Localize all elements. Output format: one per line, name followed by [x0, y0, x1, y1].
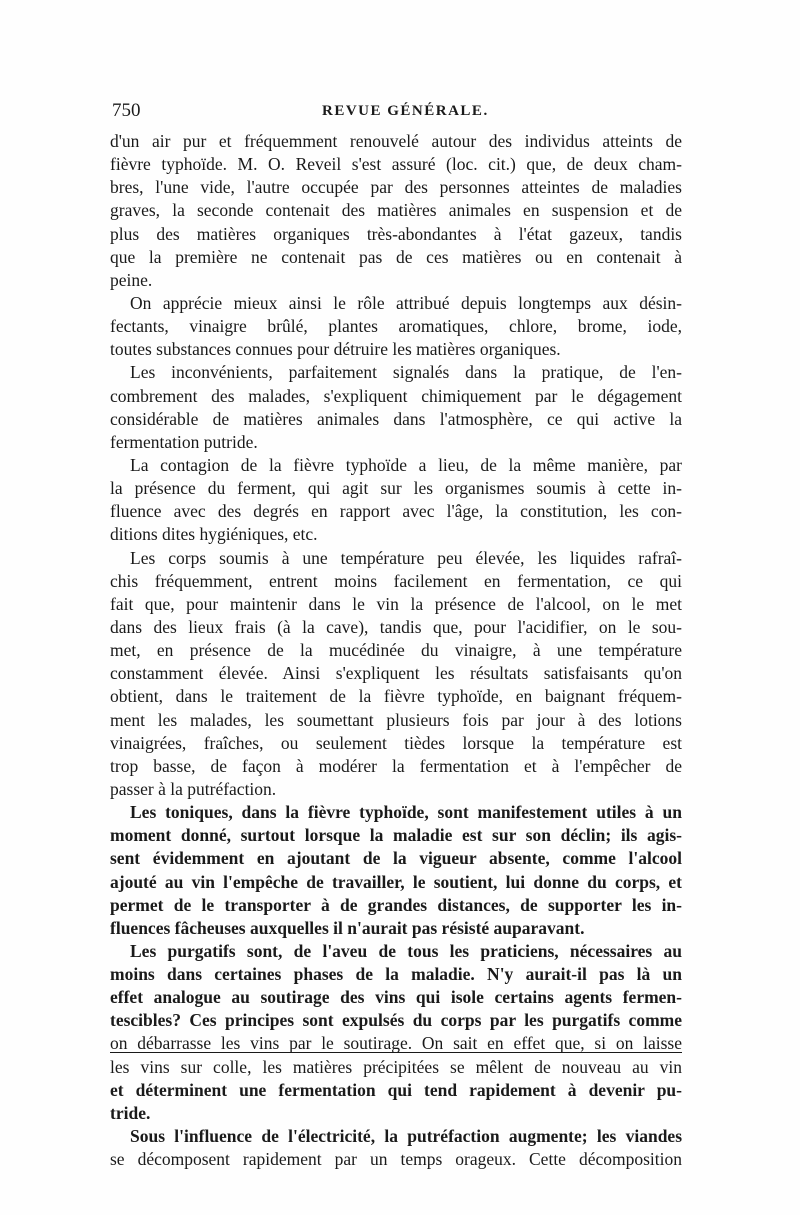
text-line: chis fréquemment, entrent moins facilement en fermentation, ce qui: [110, 570, 682, 591]
text-line: constamment élevée. Ainsi s'expliquent les résultats satisfaisants qu'on: [110, 663, 682, 684]
text-line: fectants, vinaigre brûlé, plantes aromatiques, chlore, brome, iode,: [110, 316, 682, 337]
text-line: toutes substances connues pour détruire les matières organiques.: [110, 339, 561, 360]
text-line: considérable de matières animales dans l'atmosphère, ce qui active la: [110, 408, 682, 429]
text-line: tescibles? Ces principes sont expulsés du corps par les purgatifs comme: [110, 1010, 682, 1031]
text-line: Sous l'influence de l'électricité, la putréfaction augmente; les viandes: [130, 1126, 682, 1147]
text-line: met, en présence de la mucédinée du vinaigre, à une température: [110, 640, 682, 661]
text-line: Les toniques, dans la fièvre typhoïde, sont manifestement utiles à un: [130, 802, 682, 823]
text-line: d'un air pur et fréquemment renouvelé autour des individus atteints de: [110, 131, 682, 151]
text-line: On apprécie mieux ainsi le rôle attribué depuis longtemps aux désin-: [130, 292, 682, 313]
text-line: plus des matières organiques très-abondantes à l'état gazeux, tandis: [110, 223, 682, 244]
text-line: moment donné, surtout lorsque la maladie est sur son déclin; ils agis-: [110, 825, 682, 846]
text-line: obtient, dans le traitement de la fièvre typhoïde, en baignant fréquem-: [110, 686, 682, 707]
text-line: on débarrasse les vins par le soutirage. On sait en effet que, si on laisse: [110, 1033, 682, 1054]
text-line: graves, la seconde contenait des matières animales en suspension et de: [110, 200, 682, 221]
text-line: fait que, pour maintenir dans le vin la présence de l'alcool, on le met: [110, 593, 682, 614]
text-line: ment les malades, les soumettant plusieurs fois par jour à des lotions: [110, 709, 682, 730]
text-line: fluences fâcheuses auxquelles il n'aurait pas résisté auparavant.: [110, 917, 585, 938]
body-text: [110, 130, 682, 1171]
text-line: combrement des malades, s'expliquent chimiquement par le dégagement: [110, 385, 682, 406]
text-line: effet analogue au soutirage des vins qui isole certains agents fermen-: [110, 987, 682, 1008]
text-line: tride.: [110, 1102, 151, 1123]
text-line: se décomposent rapidement par un temps orageux. Cette décomposition: [110, 1149, 682, 1170]
page-number: 750: [112, 100, 141, 121]
text-line: sent évidemment en ajoutant de la vigueur absente, comme l'alcool: [110, 848, 682, 869]
text-line: fièvre typhoïde. M. O. Reveil s'est assuré (loc. cit.) que, de deux cham-: [110, 154, 682, 175]
text-line: bres, l'une vide, l'autre occupée par des personnes atteintes de maladies: [110, 177, 682, 198]
running-title: REVUE GÉNÉRALE.: [322, 103, 489, 119]
text-line: vinaigrées, fraîches, ou seulement tièdes lorsque la température est: [110, 732, 682, 753]
text-line: permet de le transporter à de grandes distances, de supporter les in-: [110, 894, 682, 915]
text-line: trop basse, de façon à modérer la fermentation et à l'empêcher de: [110, 755, 682, 776]
text-line: moins dans certaines phases de la maladie. N'y aurait-il pas là un: [110, 964, 682, 985]
text-line: ditions dites hygiéniques, etc.: [110, 524, 318, 545]
text-line: ajouté au vin l'empêche de travailler, le soutient, lui donne du corps, et: [110, 871, 682, 892]
text-line: dans des lieux frais (à la cave), tandis que, pour l'acidifier, on le sou-: [110, 616, 682, 637]
text-line: que la première ne contenait pas de ces matières ou en contenait à: [110, 246, 682, 267]
text-line: les vins sur colle, les matières précipitées se mêlent de nouveau au vin: [110, 1056, 682, 1077]
text-line: Les inconvénients, parfaitement signalés dans la pratique, de l'en-: [130, 362, 682, 383]
text-line: la présence du ferment, qui agit sur les organismes soumis à cette in-: [110, 478, 682, 499]
text-line: fermentation putride.: [110, 431, 258, 452]
text-line: Les purgatifs sont, de l'aveu de tous les praticiens, nécessaires au: [130, 940, 682, 961]
page-header: [112, 100, 692, 124]
text-line: peine.: [110, 269, 153, 290]
text-line: Les corps soumis à une température peu élevée, les liquides rafraî-: [130, 547, 682, 568]
text-line: passer à la putréfaction.: [110, 778, 277, 799]
text-line: fluence avec des degrés en rapport avec l'âge, la constitution, les con-: [110, 501, 682, 522]
text-line: et déterminent une fermentation qui tend rapidement à devenir pu-: [110, 1079, 682, 1100]
text-line: La contagion de la fièvre typhoïde a lieu, de la même manière, par: [130, 454, 682, 475]
